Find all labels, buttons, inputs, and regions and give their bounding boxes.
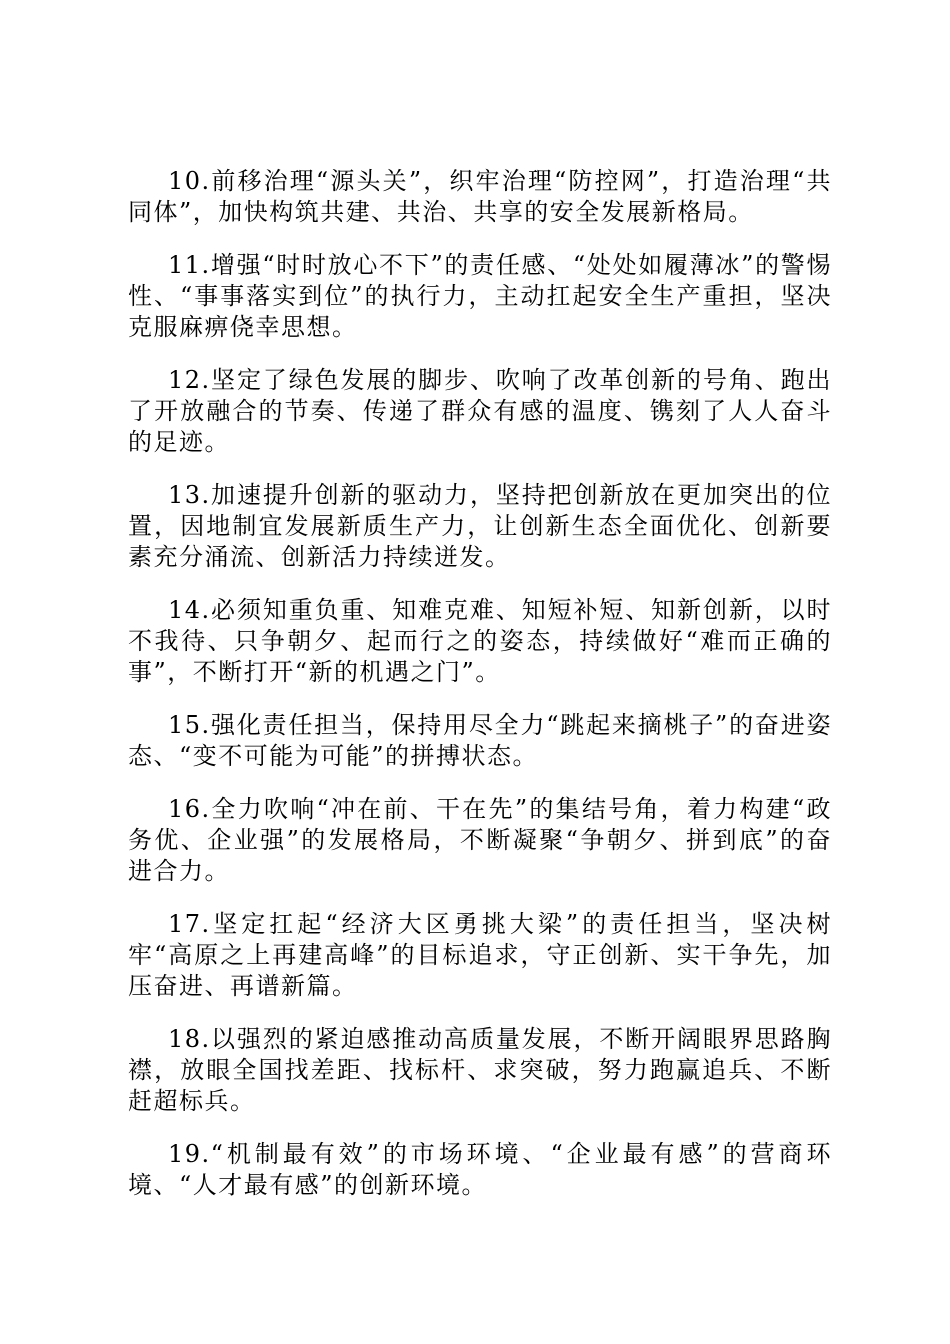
paragraph-12: 12.坚定了绿色发展的脚步、吹响了改革创新的号角、跑出了开放融合的节奏、传递了群众有感的温度、镌刻了人人奋斗的足迹。 — [128, 366, 832, 456]
paragraph-16: 16.全力吹响“冲在前、干在先”的集结号角，着力构建“政务优、企业强”的发展格局，不断凝聚“争朝夕、拼到底”的奋进合力。 — [128, 795, 832, 885]
paragraph-13: 13.加速提升创新的驱动力，坚持把创新放在更加突出的位置，因地制宜发展新质生产力，让创新生态全面优化、创新要素充分涌流、创新活力持续迸发。 — [128, 481, 832, 571]
paragraph-10: 10.前移治理“源头关”，织牢治理“防控网”，打造治理“共同体”，加快构筑共建、共治、共享的安全发展新格局。 — [128, 167, 832, 226]
paragraph-15: 15.强化责任担当，保持用尽全力“跳起来摘桃子”的奋进姿态、“变不可能为可能”的拼搏状态。 — [128, 711, 832, 770]
paragraph-17: 17.坚定扛起“经济大区勇挑大梁”的责任担当，坚决树牢“高原之上再建高峰”的目标追求，守正创新、实干争先，加压奋进、再谱新篇。 — [128, 910, 832, 1000]
paragraph-11: 11.增强“时时放心不下”的责任感、“处处如履薄冰”的警惕性、“事事落实到位”的执行力，主动扛起安全生产重担，坚决克服麻痹侥幸思想。 — [128, 251, 832, 341]
paragraph-18: 18.以强烈的紧迫感推动高质量发展，不断开阔眼界思路胸襟，放眼全国找差距、找标杆、求突破，努力跑赢追兵、不断赶超标兵。 — [128, 1025, 832, 1115]
paragraph-19: 19.“机制最有效”的市场环境、“企业最有感”的营商环境、“人才最有感”的创新环境。 — [128, 1140, 832, 1199]
document-page — [128, 166, 832, 1223]
paragraph-14: 14.必须知重负重、知难克难、知短补短、知新创新，以时不我待、只争朝夕、起而行之的姿态，持续做好“难而正确的事”，不断打开“新的机遇之门”。 — [128, 596, 832, 686]
